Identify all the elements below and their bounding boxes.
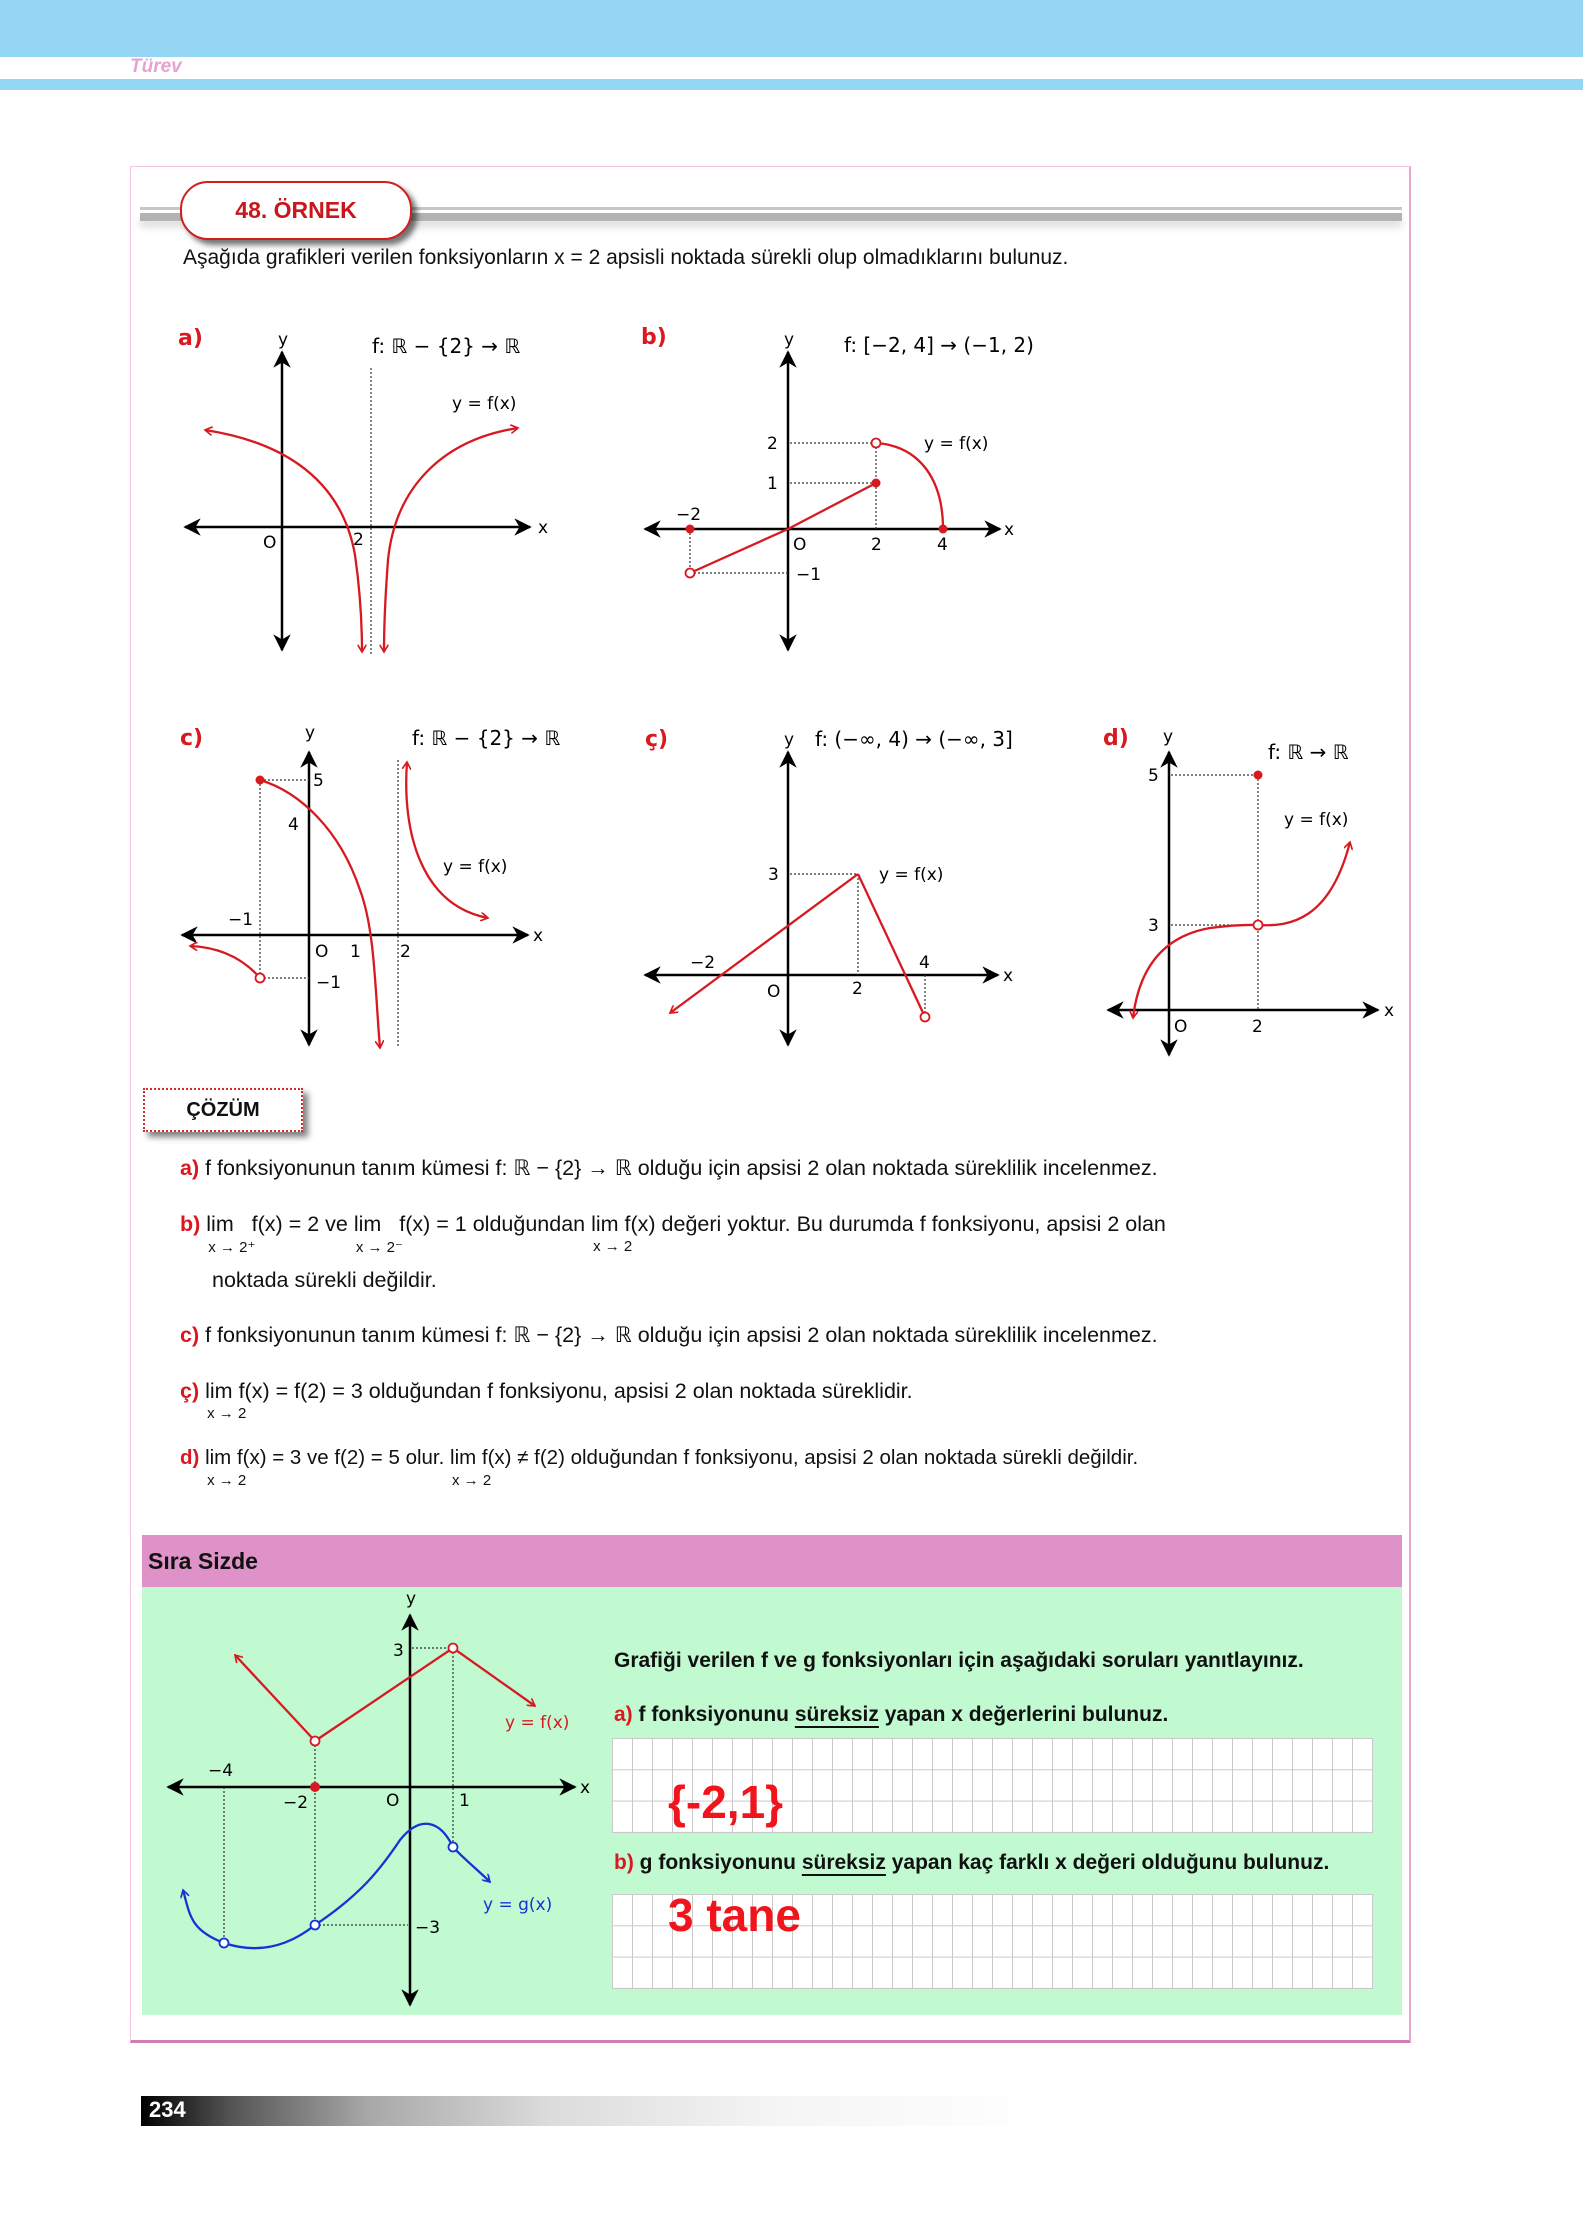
graph-c-domain: f: ℝ − {2} → ℝ [412, 726, 561, 750]
graph-b-curve-label: y = f(x) [924, 434, 989, 454]
practice-question-b: b) g fonksiyonunu süreksiz yapan kaç farklı x değeri olduğunu bulunuz. [614, 1851, 1330, 1874]
graph-c-tick-neg1: −1 [228, 910, 254, 930]
graph-d-label: d) [1103, 726, 1129, 751]
solution-c-text: f fonksiyonunun tanım kümesi f: ℝ − {2} → ℝ olduğu için apsisi 2 olan noktada süreklilik incelenmez. [199, 1323, 1158, 1347]
solution-a-text: f fonksiyonunun tanım kümesi f: ℝ − {2} → ℝ olduğu için apsisi 2 olan noktada süreklilik incelenmez. [199, 1156, 1158, 1180]
solution-b-line2: noktada sürekli değildir. [212, 1268, 437, 1292]
solution-a-label: a) [180, 1156, 200, 1180]
example-title: 48. ÖRNEK [180, 181, 412, 240]
practice-tick-neg4: −4 [208, 1761, 234, 1781]
graph-c-ytick-5: 5 [313, 771, 324, 791]
graph-c-x-axis-label: x [533, 926, 544, 946]
graph-b-x-axis-label: x [1004, 520, 1015, 540]
graph-a-label: a) [178, 326, 203, 351]
solution-title: ÇÖZÜM [143, 1088, 303, 1132]
g-curve-label: y = g(x) [483, 1895, 553, 1915]
solution-d-expr2: f(x) ≠ f(2) olduğundan f fonksiyonu, apsisi 2 olan noktada sürekli değildir. [481, 1446, 1139, 1469]
answer-a: {-2,1} [668, 1776, 784, 1828]
graph-c-y-axis-label: y [305, 723, 316, 743]
graph-c-curve-label: y = f(x) [443, 857, 508, 877]
graph-b-ytick-neg1: −1 [796, 565, 822, 585]
solution-cc-label: ç) [180, 1379, 200, 1403]
graph-b-tick-neg2: −2 [676, 505, 702, 525]
practice-ytick-3: 3 [393, 1641, 404, 1661]
graph-cc-y-axis-label: y [784, 730, 795, 750]
solution-b-label: b) [180, 1212, 201, 1236]
limit-right: lim x → 2⁺ [206, 1212, 256, 1256]
graph-d-origin: O [1174, 1017, 1188, 1037]
practice-question-a: a) f fonksiyonunu süreksiz yapan x değerlerini bulunuz. [614, 1703, 1169, 1726]
graph-b-tick-4: 4 [937, 535, 948, 555]
graph-c-ytick-neg1: −1 [316, 973, 342, 993]
graph-cc-tick-2: 2 [852, 979, 863, 999]
graph-cc-label: ç) [645, 727, 669, 752]
practice-tick-1: 1 [459, 1791, 470, 1811]
graph-d-y-axis-label: y [1163, 727, 1174, 747]
graph-b-ytick-1: 1 [767, 474, 778, 494]
practice-title: Sıra Sizde [142, 1535, 1402, 1587]
limit: lim x → 2 [205, 1379, 247, 1422]
solution-c-label: c) [180, 1323, 200, 1347]
graph-d-ytick-3: 3 [1148, 916, 1159, 936]
graph-c-tick-1: 1 [350, 942, 361, 962]
graph-b-label: b) [641, 325, 667, 350]
graph-a-y-axis-label: y [278, 330, 289, 350]
graph-cc-origin: O [767, 982, 781, 1002]
graph-cc-x-axis-label: x [1003, 966, 1014, 986]
graph-c-tick-2: 2 [400, 942, 411, 962]
graph-b-tick-2: 2 [871, 535, 882, 555]
graph-d-x-axis-label: x [1384, 1001, 1395, 1021]
solution-b-expr3: f(x) değeri yoktur. Bu durumda f fonksiyonu, apsisi 2 olan [624, 1212, 1166, 1236]
graph-c-ytick-4: 4 [288, 815, 299, 835]
practice-y-axis-label: y [406, 1589, 417, 1609]
graph-b-ytick-2: 2 [767, 434, 778, 454]
graph-c-label: c) [180, 726, 204, 751]
chapter-title: Türev [130, 56, 182, 77]
limit-left: lim x → 2⁻ [353, 1212, 403, 1256]
graph-d-curve-label: y = f(x) [1284, 810, 1349, 830]
practice-x-axis-label: x [580, 1778, 591, 1798]
page-number: 234 [149, 2097, 186, 2122]
graph-cc-ytick-3: 3 [768, 865, 779, 885]
solution-d-expr1: f(x) = 3 ve f(2) = 5 olur. [236, 1446, 451, 1469]
solution-d-label: d) [180, 1446, 200, 1469]
practice-origin: O [386, 1791, 400, 1811]
f-curve-label: y = f(x) [505, 1713, 570, 1733]
graph-a-x-axis-label: x [538, 518, 549, 538]
practice-prompt: Grafiği verilen f ve g fonksiyonları için aşağıdaki soruları yanıtlayınız. [614, 1649, 1304, 1672]
limit-both: lim x → 2 [591, 1212, 633, 1255]
graph-cc-domain: f: (−∞, 4) → (−∞, 3] [815, 727, 1013, 751]
graph-a-domain: f: ℝ − {2} → ℝ [372, 334, 521, 358]
graph-c-origin: O [315, 942, 329, 962]
graph-cc-tick-4: 4 [919, 953, 930, 973]
limit: lim x → 2 [205, 1446, 247, 1489]
graph-a-origin: O [263, 533, 277, 553]
graph-d-tick-2: 2 [1252, 1017, 1263, 1037]
solution-b-expr2: f(x) = 1 olduğundan [399, 1212, 592, 1236]
graph-cc-curve-label: y = f(x) [879, 865, 944, 885]
graph-d-ytick-5: 5 [1148, 766, 1159, 786]
practice-tick-neg2: −2 [283, 1793, 309, 1813]
graph-d-domain: f: ℝ → ℝ [1268, 740, 1349, 764]
graph-a-tick-2: 2 [353, 530, 364, 550]
example-intro: Aşağıda grafikleri verilen fonksiyonların x = 2 apsisli noktada sürekli olup olmadıklarını bulunuz. [183, 246, 1069, 269]
graph-cc-tick-neg2: −2 [690, 953, 716, 973]
limit: lim x → 2 [450, 1446, 492, 1489]
page-number-bar [141, 2096, 1051, 2126]
answer-b: 3 tane [668, 1889, 801, 1941]
graph-b-origin: O [793, 535, 807, 555]
graph-a-curve-label: y = f(x) [452, 394, 517, 414]
practice-ytick-neg3: −3 [415, 1918, 441, 1938]
graph-b-domain: f: [−2, 4] → (−1, 2) [844, 333, 1034, 357]
solution-cc-expr: f(x) = f(2) = 3 olduğundan f fonksiyonu, apsisi 2 olan noktada süreklidir. [238, 1379, 913, 1403]
graph-b-y-axis-label: y [784, 330, 795, 350]
solution-b-expr1: f(x) = 2 ve [251, 1212, 354, 1236]
